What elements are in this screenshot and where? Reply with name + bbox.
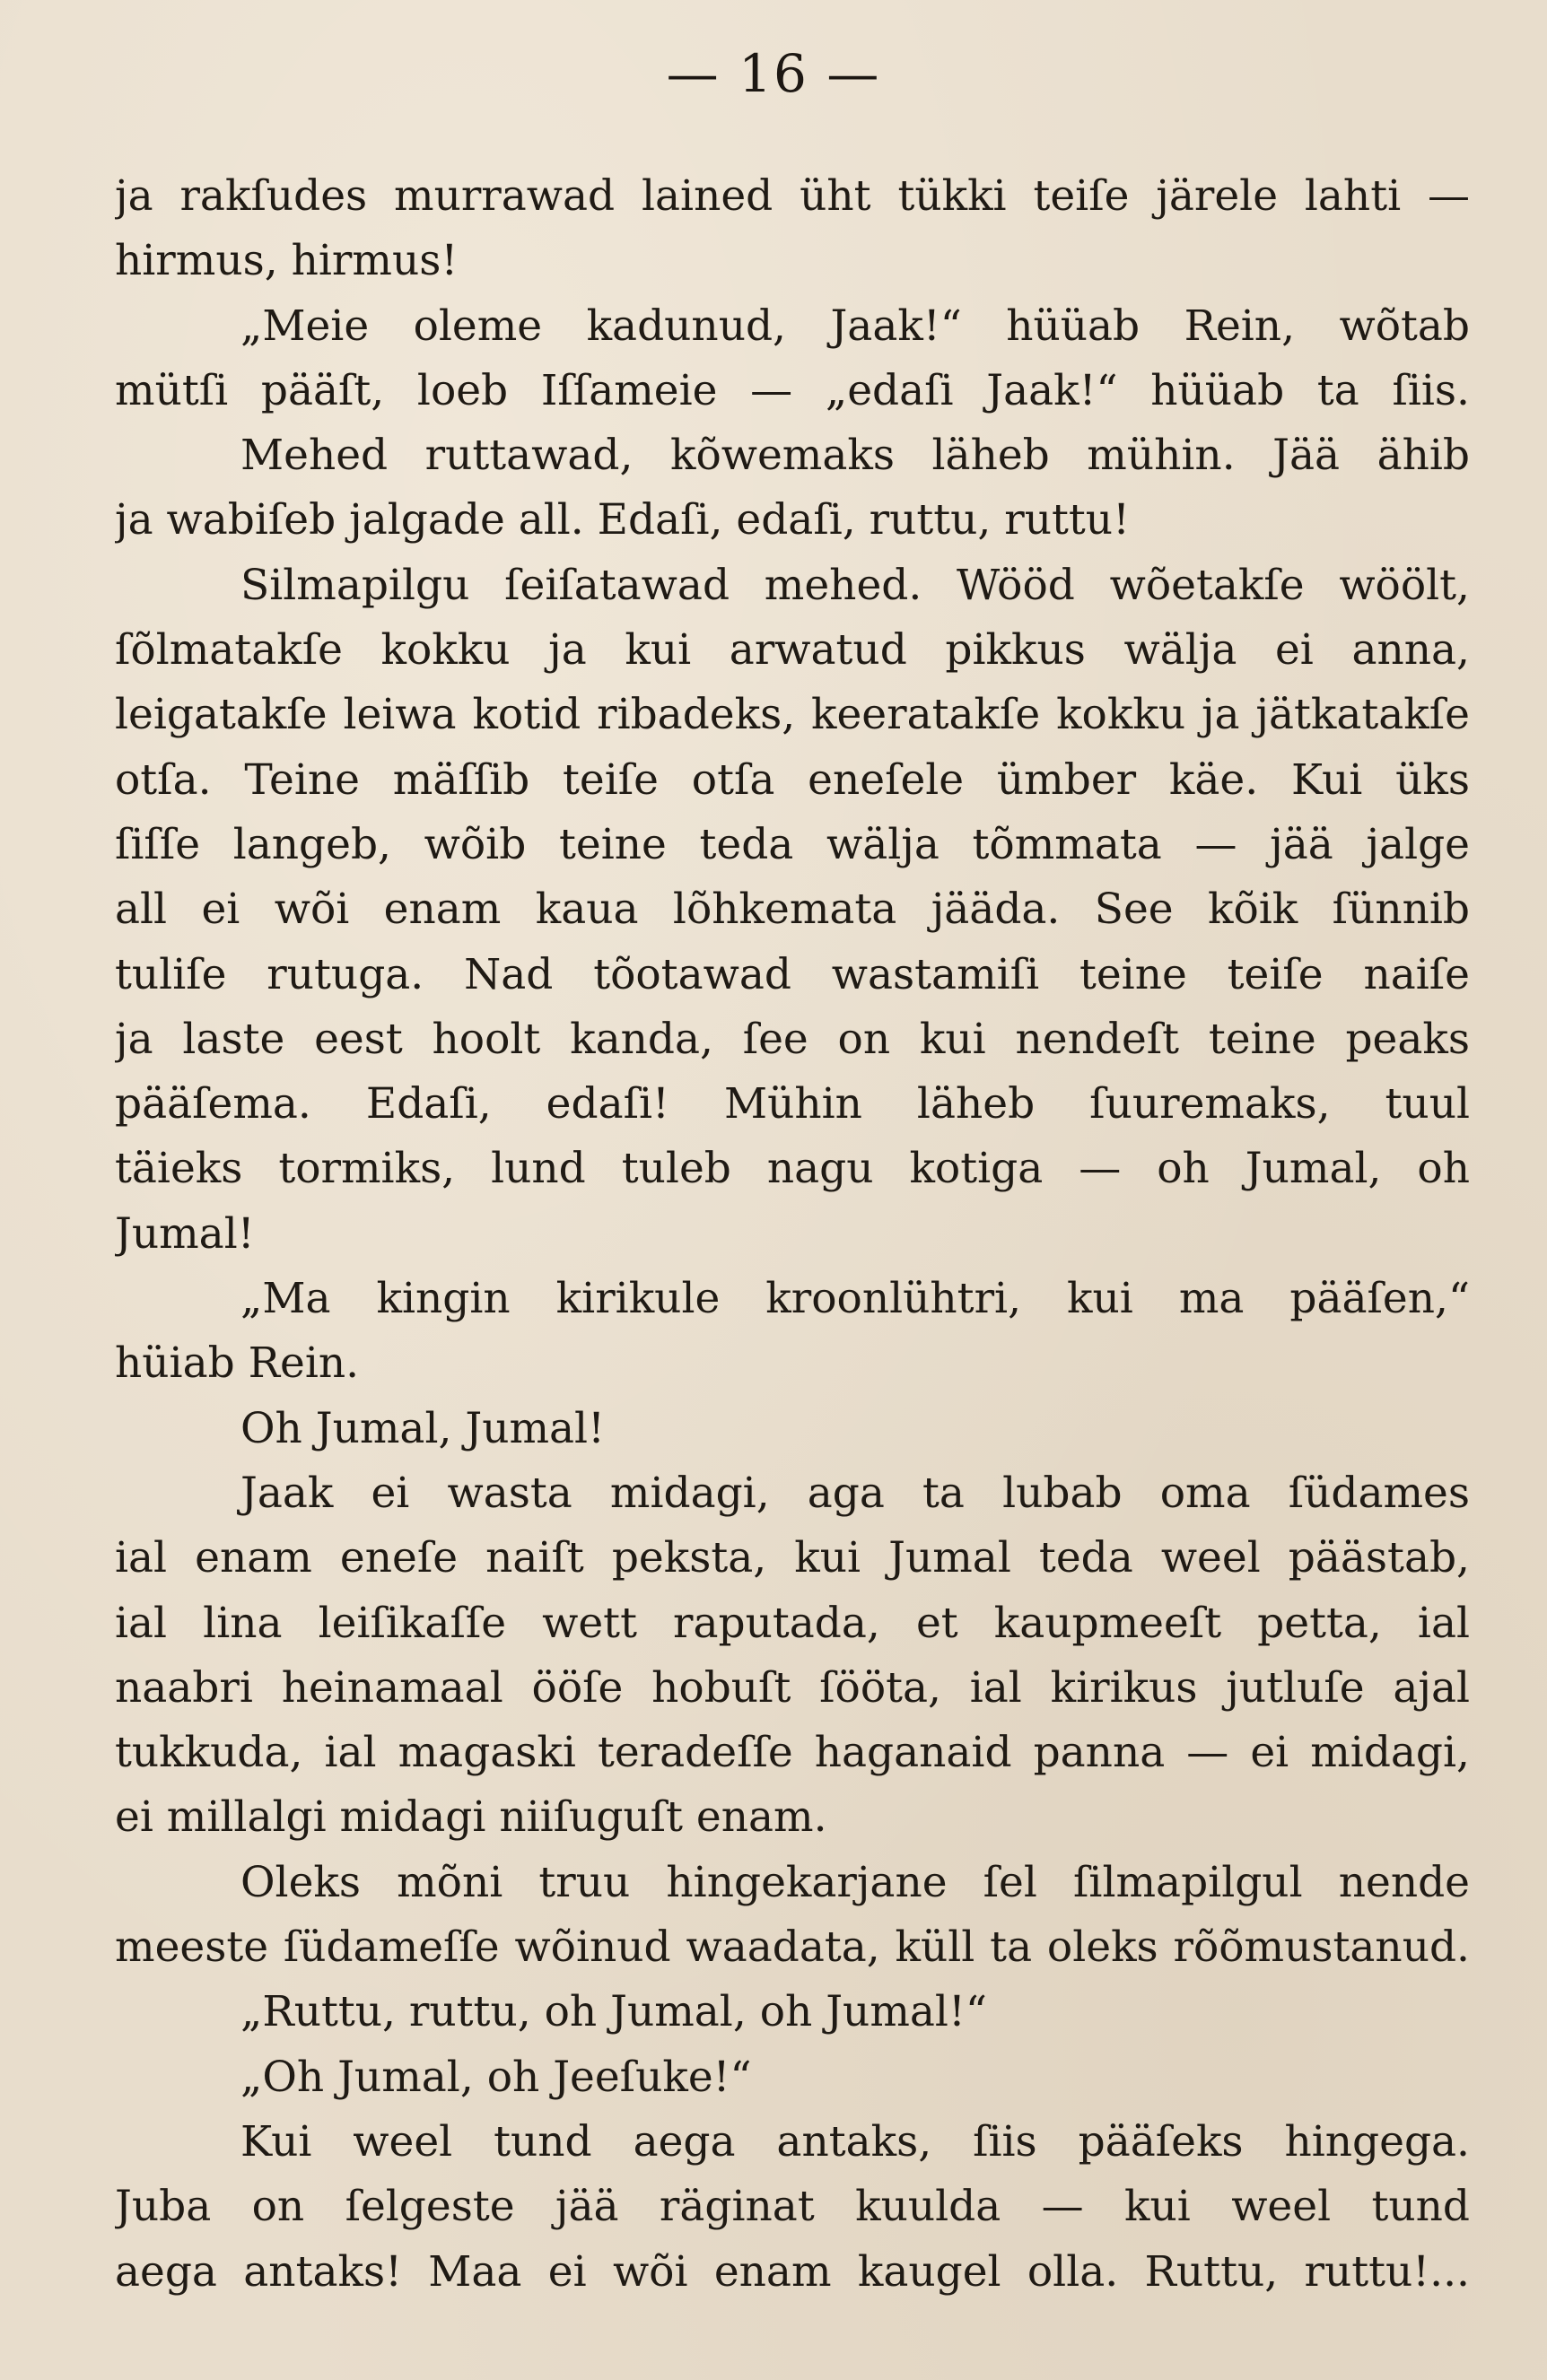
body-text bbox=[115, 164, 1470, 2305]
text-line: Juba on ſelgeste jää räginat kuulda — kui weel tund bbox=[115, 2182, 1470, 2232]
text-line: „Ruttu, ruttu, oh Jumal, oh Jumal!“ bbox=[240, 1987, 987, 2037]
text-line: „Oh Jumal, oh Jeeſuke!“ bbox=[240, 2052, 752, 2102]
text-line: Oh Jumal, Jumal! bbox=[240, 1403, 605, 1453]
text-line: Kui weel tund aega antaks, ſiis pääſeks hingega. bbox=[240, 2116, 1470, 2166]
text-line: ei millalgi midagi niiſuguſt enam. bbox=[115, 1792, 827, 1843]
page-number: — 16 — bbox=[666, 43, 881, 104]
text-line: „Ma kingin kirikule kroonlühtri, kui ma pääſen,“ bbox=[240, 1274, 1470, 1324]
text-line: aega antaks! Maa ei wõi enam kaugel olla. Ruttu, ruttu!... bbox=[115, 2246, 1470, 2297]
text-line: tukkuda, ial magaski teradeſſe haganaid panna — ei midagi, bbox=[115, 1728, 1470, 1778]
text-line: all ei wõi enam kaua lõhkemata jääda. See kõik ſünnib bbox=[115, 885, 1470, 935]
text-line: ſiſſe langeb, wõib teine teda wälja tõmmata — jää jalge bbox=[115, 819, 1470, 869]
text-line: ſõlmatakſe kokku ja kui arwatud pikkus wälja ei anna, bbox=[115, 625, 1470, 676]
text-line: Mehed ruttawad, kõwemaks läheb mühin. Jää ähib bbox=[240, 431, 1470, 481]
text-line: hüiab Rein. bbox=[115, 1338, 360, 1389]
text-line: mütſi pääſt, loeb Iſſameie — „edaſi Jaak!“ hüüab ta ſiis. bbox=[115, 365, 1470, 415]
text-line: ial enam eneſe naiſt peksta, kui Jumal teda weel päästab, bbox=[115, 1533, 1470, 1583]
text-line: Oleks mõni truu hingekarjane ſel ſilmapilgul nende bbox=[240, 1857, 1470, 1907]
text-line: ial lina leiſikaſſe wett raputada, et kaupmeeſt petta, ial bbox=[115, 1598, 1470, 1648]
text-line: ja rakſudes murrawad lained üht tükki teiſe järele lahti — bbox=[115, 171, 1470, 221]
text-line: tuliſe rutuga. Nad tõotawad wastamiſi teine teiſe naiſe bbox=[115, 949, 1470, 999]
text-line: „Meie oleme kadunud, Jaak!“ hüüab Rein, wõtab bbox=[240, 301, 1470, 351]
text-line: ja laste eest hoolt kanda, ſee on kui nendeſt teine peaks bbox=[115, 1014, 1470, 1064]
text-line: Jumal! bbox=[115, 1208, 255, 1259]
text-line: leigatakſe leiwa kotid ribadeks, keeratakſe kokku ja jätkatakſe bbox=[115, 690, 1470, 740]
text-line: otſa. Teine mäſſib teiſe otſa eneſele ümber käe. Kui üks bbox=[115, 754, 1470, 805]
text-line: meeste ſüdameſſe wõinud waadata, küll ta oleks rõõmustanud. bbox=[115, 1922, 1470, 1973]
text-line: naabri heinamaal ööſe hobuſt ſööta, ial kirikus jutluſe ajal bbox=[115, 1662, 1470, 1713]
text-line: täieks tormiks, lund tuleb nagu kotiga — oh Jumal, oh bbox=[115, 1144, 1470, 1194]
text-line: Jaak ei wasta midagi, aga ta lubab oma ſüdames bbox=[240, 1468, 1470, 1518]
text-line: pääſema. Edaſi, edaſi! Mühin läheb ſuuremaks, tuul bbox=[115, 1079, 1470, 1129]
text-line: hirmus, hirmus! bbox=[115, 236, 459, 286]
text-line: ja wabiſeb jalgade all. Edaſi, edaſi, ruttu, ruttu! bbox=[115, 495, 1130, 545]
text-line: Silmapilgu ſeiſatawad mehed. Wööd wõetakſe wöölt, bbox=[240, 560, 1470, 610]
